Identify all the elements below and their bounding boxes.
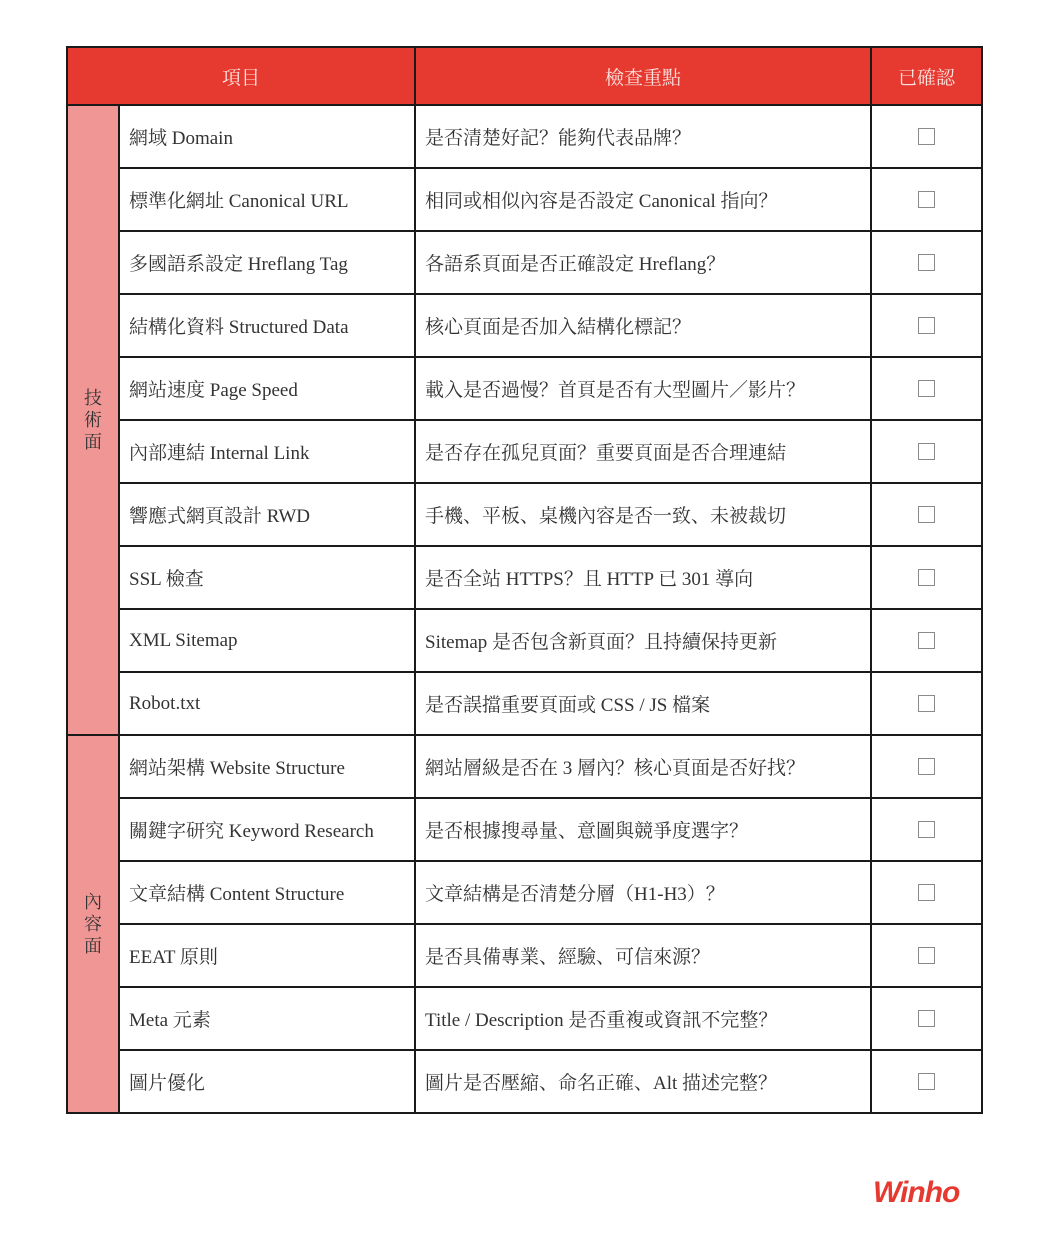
table-row <box>67 609 982 672</box>
check-point-cell: Title / Description 是否重複或資訊不完整？ <box>415 987 871 1050</box>
check-point-cell: 載入是否過慢？首頁是否有大型圖片／影片？ <box>415 357 871 420</box>
header-confirmed: 已確認 <box>871 47 982 105</box>
table-row <box>67 672 982 735</box>
check-point-cell: 是否存在孤兒頁面？重要頁面是否合理連結 <box>415 420 871 483</box>
confirm-cell <box>871 1050 982 1113</box>
check-point-cell: 是否清楚好記？能夠代表品牌？ <box>415 105 871 168</box>
seo-checklist-table <box>66 46 983 1114</box>
confirm-cell <box>871 924 982 987</box>
table-row <box>67 861 982 924</box>
checkbox[interactable] <box>918 443 935 460</box>
confirm-cell <box>871 231 982 294</box>
table-row <box>67 546 982 609</box>
checkbox[interactable] <box>918 821 935 838</box>
confirm-cell <box>871 672 982 735</box>
confirm-cell <box>871 735 982 798</box>
table-row <box>67 357 982 420</box>
confirm-cell <box>871 546 982 609</box>
item-cell: 結構化資料 Structured Data <box>119 294 415 357</box>
item-cell: 響應式網頁設計 RWD <box>119 483 415 546</box>
check-point-cell: 手機、平板、桌機內容是否一致、未被裁切 <box>415 483 871 546</box>
item-cell: 文章結構 Content Structure <box>119 861 415 924</box>
confirm-cell <box>871 420 982 483</box>
category-char: 容 <box>84 914 102 934</box>
item-cell: Meta 元素 <box>119 987 415 1050</box>
item-cell: Robot.txt <box>119 672 415 735</box>
checkbox[interactable] <box>918 128 935 145</box>
category-technical <box>67 105 119 735</box>
item-cell: 多國語系設定 Hreflang Tag <box>119 231 415 294</box>
checkbox[interactable] <box>918 632 935 649</box>
confirm-cell <box>871 987 982 1050</box>
check-point-cell: 是否全站 HTTPS？且 HTTP 已 301 導向 <box>415 546 871 609</box>
confirm-cell <box>871 357 982 420</box>
confirm-cell <box>871 483 982 546</box>
checkbox[interactable] <box>918 758 935 775</box>
checkbox[interactable] <box>918 380 935 397</box>
table-row <box>67 798 982 861</box>
category-char: 面 <box>84 936 102 956</box>
table-row <box>67 987 982 1050</box>
confirm-cell <box>871 294 982 357</box>
confirm-cell <box>871 861 982 924</box>
table-row <box>67 1050 982 1113</box>
item-cell: SSL 檢查 <box>119 546 415 609</box>
check-point-cell: 各語系頁面是否正確設定 Hreflang？ <box>415 231 871 294</box>
table-row <box>67 294 982 357</box>
checkbox[interactable] <box>918 1073 935 1090</box>
check-point-cell: 圖片是否壓縮、命名正確、Alt 描述完整？ <box>415 1050 871 1113</box>
check-point-cell: 文章結構是否清楚分層（H1-H3）？ <box>415 861 871 924</box>
category-char: 技 <box>84 388 102 408</box>
checkbox[interactable] <box>918 1010 935 1027</box>
check-point-cell: 核心頁面是否加入結構化標記？ <box>415 294 871 357</box>
check-point-cell: 是否誤擋重要頁面或 CSS / JS 檔案 <box>415 672 871 735</box>
item-cell: XML Sitemap <box>119 609 415 672</box>
table-row <box>67 483 982 546</box>
category-char: 面 <box>84 432 102 452</box>
item-cell: 圖片優化 <box>119 1050 415 1113</box>
table-row <box>67 924 982 987</box>
table-row <box>67 420 982 483</box>
winho-logo: Winho <box>873 1176 960 1209</box>
header-row <box>67 47 982 105</box>
checkbox[interactable] <box>918 884 935 901</box>
checkbox[interactable] <box>918 947 935 964</box>
checkbox[interactable] <box>918 569 935 586</box>
item-cell: 標準化網址 Canonical URL <box>119 168 415 231</box>
item-cell: 關鍵字研究 Keyword Research <box>119 798 415 861</box>
confirm-cell <box>871 798 982 861</box>
table-row <box>67 168 982 231</box>
item-cell: EEAT 原則 <box>119 924 415 987</box>
header-item: 項目 <box>67 47 415 105</box>
check-point-cell: 相同或相似內容是否設定 Canonical 指向？ <box>415 168 871 231</box>
check-point-cell: Sitemap 是否包含新頁面？且持續保持更新 <box>415 609 871 672</box>
category-char: 內 <box>84 892 102 912</box>
check-point-cell: 網站層級是否在 3 層內？核心頁面是否好找？ <box>415 735 871 798</box>
category-char: 術 <box>84 410 102 430</box>
table-row <box>67 231 982 294</box>
confirm-cell <box>871 105 982 168</box>
table-row <box>67 105 982 168</box>
header-check-point: 檢查重點 <box>415 47 871 105</box>
item-cell: 內部連結 Internal Link <box>119 420 415 483</box>
confirm-cell <box>871 168 982 231</box>
checkbox[interactable] <box>918 254 935 271</box>
table-row <box>67 735 982 798</box>
checkbox[interactable] <box>918 191 935 208</box>
checkbox[interactable] <box>918 695 935 712</box>
checkbox[interactable] <box>918 317 935 334</box>
checkbox[interactable] <box>918 506 935 523</box>
check-point-cell: 是否根據搜尋量、意圖與競爭度選字？ <box>415 798 871 861</box>
item-cell: 網站架構 Website Structure <box>119 735 415 798</box>
item-cell: 網域 Domain <box>119 105 415 168</box>
confirm-cell <box>871 609 982 672</box>
category-content <box>67 735 119 1113</box>
check-point-cell: 是否具備專業、經驗、可信來源？ <box>415 924 871 987</box>
item-cell: 網站速度 Page Speed <box>119 357 415 420</box>
